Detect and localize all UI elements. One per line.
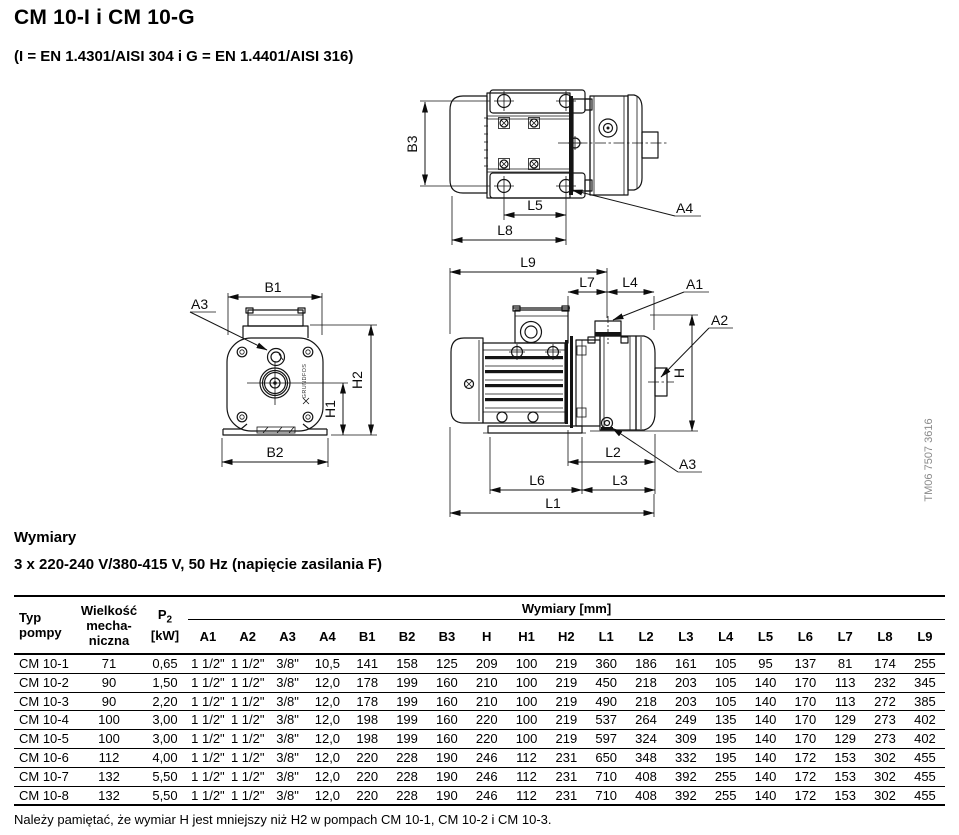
- table-cell: 160: [427, 711, 467, 730]
- dim-col-header: B3: [427, 620, 467, 655]
- table-cell: 140: [746, 767, 786, 786]
- table-cell: 1 1/2": [228, 654, 268, 673]
- table-cell: CM 10-5: [14, 730, 76, 749]
- table-cell: 100: [507, 673, 547, 692]
- table-row: [14, 654, 945, 673]
- table-cell: 537: [586, 711, 626, 730]
- table-cell: 5,50: [142, 767, 188, 786]
- callout-label-a1: A1: [686, 276, 704, 292]
- dimensions-table: [14, 595, 945, 806]
- table-cell: 90: [76, 673, 142, 692]
- table-cell: 218: [626, 673, 666, 692]
- table-cell: 408: [626, 767, 666, 786]
- table-cell: 140: [746, 730, 786, 749]
- table-cell: 264: [626, 711, 666, 730]
- table-cell: 302: [865, 767, 905, 786]
- dim-label-l6: L6: [529, 472, 545, 488]
- table-body: [14, 654, 945, 805]
- table-cell: 1 1/2": [230, 787, 265, 803]
- dim-col-header: L3: [666, 620, 706, 655]
- table-cell: 255: [714, 787, 737, 803]
- table-cell: 273: [865, 730, 905, 749]
- table-cell: CM 10-6: [14, 748, 76, 767]
- table-cell: 172: [785, 748, 825, 767]
- table-cell: 132: [76, 767, 142, 786]
- table-cell: 105: [706, 654, 746, 673]
- table-cell: 199: [387, 711, 427, 730]
- table-row: [14, 692, 945, 711]
- table-cell: 125: [427, 654, 467, 673]
- table-cell: 100: [76, 711, 142, 730]
- table-cell: 12,0: [307, 673, 347, 692]
- table-cell: 219: [546, 673, 586, 692]
- figure-code: TM06 7507 3616: [923, 418, 935, 502]
- table-cell: 710: [595, 787, 618, 803]
- table-cell: 392: [666, 767, 706, 786]
- table-cell: 455: [905, 767, 945, 786]
- table-cell: 198: [347, 711, 387, 730]
- table-cell: 132: [98, 787, 120, 803]
- dim-col-header: A2: [228, 620, 268, 655]
- table-cell: 140: [746, 711, 786, 730]
- table-cell: 199: [387, 673, 427, 692]
- material-subtitle: (I = EN 1.4301/AISI 304 i G = EN 1.4401/AISI 316): [14, 48, 354, 65]
- dim-col-header: L4: [706, 620, 746, 655]
- table-cell: 3/8": [268, 692, 308, 711]
- table-cell: 228: [396, 787, 418, 803]
- table-cell: 490: [586, 692, 626, 711]
- table-cell: 153: [825, 748, 865, 767]
- table-cell: 0,65: [142, 654, 188, 673]
- dim-label-l7: L7: [579, 274, 595, 290]
- table-cell: 199: [387, 730, 427, 749]
- table-cell: 231: [546, 767, 586, 786]
- section-heading-wymiary: Wymiary: [14, 529, 77, 546]
- table-cell: 3,00: [142, 730, 188, 749]
- table-cell: 1 1/2": [188, 711, 228, 730]
- table-cell: 255: [905, 654, 945, 673]
- dim-label-l9: L9: [520, 254, 536, 270]
- table-cell: 12,0: [307, 730, 347, 749]
- dim-label-l4: L4: [622, 274, 638, 290]
- table-cell: 105: [706, 692, 746, 711]
- table-cell: 220: [356, 787, 379, 803]
- col-header-p2: [142, 596, 188, 654]
- table-row: [14, 673, 945, 692]
- table-cell: 160: [427, 673, 467, 692]
- table-cell: 100: [507, 654, 547, 673]
- table-cell: CM 10-1: [14, 654, 76, 673]
- table-cell: 170: [785, 730, 825, 749]
- table-cell: 3/8": [268, 673, 308, 692]
- table-cell: 178: [347, 692, 387, 711]
- table-row: [14, 748, 945, 767]
- table-cell: 1 1/2": [188, 767, 228, 786]
- dim-label-l2: L2: [605, 444, 621, 460]
- dimensions-table-wrap: [14, 595, 945, 806]
- table-cell: 170: [785, 711, 825, 730]
- table-cell: 195: [706, 730, 746, 749]
- table-cell: 710: [586, 767, 626, 786]
- table-cell: 408: [635, 787, 657, 803]
- table-cell: 4,00: [142, 748, 188, 767]
- table-cell: 1 1/2": [188, 730, 228, 749]
- table-cell: 12,0: [307, 767, 347, 786]
- table-cell: 190: [427, 748, 467, 767]
- table-cell: 3/8": [268, 767, 308, 786]
- table-cell: 402: [905, 711, 945, 730]
- top-view-drawing: [404, 90, 701, 245]
- table-cell: 170: [785, 673, 825, 692]
- table-cell: 1 1/2": [188, 748, 228, 767]
- table-cell: 174: [865, 654, 905, 673]
- table-cell: 246: [467, 748, 507, 767]
- callout-label-a2: A2: [711, 312, 729, 328]
- table-cell: 209: [467, 654, 507, 673]
- table-cell: 12,0: [307, 692, 347, 711]
- table-row: [14, 786, 945, 805]
- table-cell: 81: [825, 654, 865, 673]
- table-cell: 1 1/2": [228, 673, 268, 692]
- table-cell: 220: [467, 711, 507, 730]
- table-cell: 402: [905, 730, 945, 749]
- end-view-drawing: [190, 279, 377, 467]
- table-cell: 140: [746, 748, 786, 767]
- table-cell: 129: [825, 730, 865, 749]
- brand-logotype: GRUNDFOS: [302, 363, 308, 399]
- table-cell: 3,00: [142, 711, 188, 730]
- table-cell: 255: [706, 767, 746, 786]
- dim-col-header: L1: [586, 620, 626, 655]
- table-cell: 392: [675, 787, 697, 803]
- table-cell: 199: [387, 692, 427, 711]
- table-cell: 219: [546, 730, 586, 749]
- table-cell: 129: [825, 711, 865, 730]
- dim-col-header: L2: [626, 620, 666, 655]
- col-header-typ-pompy: Typ pompy: [14, 596, 76, 654]
- table-cell: 153: [825, 767, 865, 786]
- table-cell: 1 1/2": [228, 748, 268, 767]
- page-title: CM 10-I i CM 10-G: [14, 6, 195, 29]
- table-cell: 170: [785, 692, 825, 711]
- table-row: [14, 711, 945, 730]
- dim-col-header: A1: [188, 620, 228, 655]
- dim-col-header: L7: [825, 620, 865, 655]
- table-cell: CM 10-2: [14, 673, 76, 692]
- table-cell: 186: [626, 654, 666, 673]
- table-cell: 309: [666, 730, 706, 749]
- table-cell: 3/8": [268, 711, 308, 730]
- table-cell: 3/8": [268, 654, 308, 673]
- table-cell: 5,50: [152, 787, 178, 803]
- table-cell: 203: [666, 673, 706, 692]
- dim-label-b1: B1: [264, 279, 282, 295]
- table-cell: 141: [347, 654, 387, 673]
- table-cell: 113: [825, 673, 865, 692]
- table-cell: 195: [706, 748, 746, 767]
- dim-label-h1: H1: [322, 400, 338, 418]
- table-cell: 450: [586, 673, 626, 692]
- table-cell: 203: [666, 692, 706, 711]
- table-cell: 231: [555, 787, 578, 803]
- table-cell: 140: [746, 673, 786, 692]
- table-cell: CM 10-4: [14, 711, 76, 730]
- table-cell: 228: [387, 748, 427, 767]
- table-header: [14, 596, 945, 654]
- table-cell: 385: [905, 692, 945, 711]
- table-cell: 112: [516, 787, 537, 803]
- table-cell: 137: [785, 654, 825, 673]
- dim-label-h2: H2: [349, 371, 365, 389]
- table-cell: 218: [626, 692, 666, 711]
- flange-screws-top-view: [494, 91, 576, 196]
- table-cell: 161: [666, 654, 706, 673]
- dim-label-h: H: [671, 367, 687, 379]
- table-cell: 3/8": [276, 787, 299, 803]
- table-cell: 231: [546, 748, 586, 767]
- table-cell: 1,50: [142, 673, 188, 692]
- p2-unit: [kW]: [150, 627, 180, 643]
- table-cell: 650: [586, 748, 626, 767]
- table-cell: 178: [347, 673, 387, 692]
- table-cell: 153: [834, 787, 857, 803]
- table-cell: 140: [754, 787, 777, 803]
- table-cell: 135: [706, 711, 746, 730]
- table-row: [14, 767, 945, 786]
- table-cell: 210: [467, 692, 507, 711]
- p2-subscript: 2: [166, 614, 173, 626]
- dim-label-l8: L8: [497, 222, 513, 238]
- table-cell: 360: [586, 654, 626, 673]
- table-cell: 210: [467, 673, 507, 692]
- table-cell: 228: [387, 767, 427, 786]
- table-cell: 219: [546, 692, 586, 711]
- table-cell: 10,5: [307, 654, 347, 673]
- table-cell: 455: [914, 787, 936, 803]
- table-cell: 219: [546, 711, 586, 730]
- callout-label-a3-side: A3: [679, 456, 697, 472]
- table-cell: 12,0: [307, 711, 347, 730]
- dim-col-header: L6: [785, 620, 825, 655]
- table-cell: 324: [626, 730, 666, 749]
- table-cell: 302: [874, 787, 896, 803]
- table-cell: 100: [507, 730, 547, 749]
- table-cell: 158: [387, 654, 427, 673]
- dim-col-header: L8: [865, 620, 905, 655]
- dim-label-l3: L3: [612, 472, 628, 488]
- table-cell: 1 1/2": [188, 654, 228, 673]
- table-cell: 1 1/2": [228, 767, 268, 786]
- table-cell: 112: [507, 748, 547, 767]
- dim-label-l5: L5: [527, 197, 543, 213]
- table-cell: 2,20: [142, 692, 188, 711]
- dim-col-header: A3: [268, 620, 308, 655]
- table-cell: 140: [746, 692, 786, 711]
- table-cell: 112: [507, 767, 547, 786]
- dim-col-header: H2: [546, 620, 586, 655]
- table-cell: 160: [427, 692, 467, 711]
- dim-col-header: H: [467, 620, 507, 655]
- table-cell: 3/8": [268, 748, 308, 767]
- table-cell: 220: [347, 767, 387, 786]
- dim-col-header: L9: [905, 620, 945, 655]
- table-cell: 345: [905, 673, 945, 692]
- side-view-drawing: [450, 254, 733, 517]
- table-cell: 1 1/2": [228, 711, 268, 730]
- table-cell: 219: [546, 654, 586, 673]
- table-cell: 1 1/2": [188, 692, 228, 711]
- dim-label-b2: B2: [266, 444, 284, 460]
- table-cell: 190: [436, 787, 458, 803]
- table-cell: 71: [76, 654, 142, 673]
- table-cell: 1 1/2": [228, 730, 268, 749]
- table-cell: 1 1/2": [228, 692, 268, 711]
- table-cell: 249: [666, 711, 706, 730]
- dim-col-header: H1: [507, 620, 547, 655]
- table-cell: 1 1/2": [188, 673, 228, 692]
- table-cell: 100: [507, 692, 547, 711]
- dim-label-l1: L1: [545, 495, 561, 511]
- callout-label-a3-end: A3: [191, 296, 209, 312]
- table-cell: CM 10-3: [14, 692, 76, 711]
- table-cell: 273: [865, 711, 905, 730]
- table-row: [14, 730, 945, 749]
- table-cell: 95: [746, 654, 786, 673]
- dim-col-header: B1: [347, 620, 387, 655]
- table-cell: 272: [865, 692, 905, 711]
- dim-col-header: L5: [746, 620, 786, 655]
- table-cell: 100: [76, 730, 142, 749]
- callout-label-a4: A4: [676, 200, 694, 216]
- table-cell: 12,0: [307, 748, 347, 767]
- table-cell: 190: [427, 767, 467, 786]
- table-cell: 348: [626, 748, 666, 767]
- table-cell: 246: [475, 787, 498, 803]
- dim-col-header: B2: [387, 620, 427, 655]
- table-cell: 113: [825, 692, 865, 711]
- table-cell: 246: [467, 767, 507, 786]
- table-cell: 198: [347, 730, 387, 749]
- footnote: Należy pamiętać, że wymiar H jest mniejszy niż H2 w pompach CM 10-1, CM 10-2 i CM 10-3.: [14, 812, 552, 827]
- motor-cooling-fins: [485, 356, 563, 408]
- col-header-wielkosc: Wielkość mecha-niczna: [76, 596, 142, 654]
- voltage-variant-line: 3 x 220-240 V/380-415 V, 50 Hz (napięcie zasilania F): [14, 556, 382, 573]
- table-cell: 160: [427, 730, 467, 749]
- table-cell: CM 10-7: [14, 767, 76, 786]
- table-cell: 112: [76, 748, 142, 767]
- table-cell: 302: [865, 748, 905, 767]
- table-cell: 220: [467, 730, 507, 749]
- table-cell: 220: [347, 748, 387, 767]
- col-group-header-wymiary-mm: Wymiary [mm]: [188, 596, 945, 620]
- table-cell: 172: [794, 787, 817, 803]
- table-cell: 1 1/2": [191, 787, 225, 803]
- table-cell: 12,0: [314, 787, 341, 803]
- table-cell: 3/8": [268, 730, 308, 749]
- dim-col-header: A4: [307, 620, 347, 655]
- table-cell: 100: [507, 711, 547, 730]
- table-cell: 597: [586, 730, 626, 749]
- table-cell: 105: [706, 673, 746, 692]
- table-cell: 232: [865, 673, 905, 692]
- table-cell: 455: [905, 748, 945, 767]
- p2-symbol: P: [157, 607, 167, 623]
- dim-label-b3: B3: [404, 135, 420, 153]
- table-cell: 172: [785, 767, 825, 786]
- table-cell: 332: [666, 748, 706, 767]
- table-cell: CM 10-8: [19, 787, 69, 803]
- table-cell: 90: [76, 692, 142, 711]
